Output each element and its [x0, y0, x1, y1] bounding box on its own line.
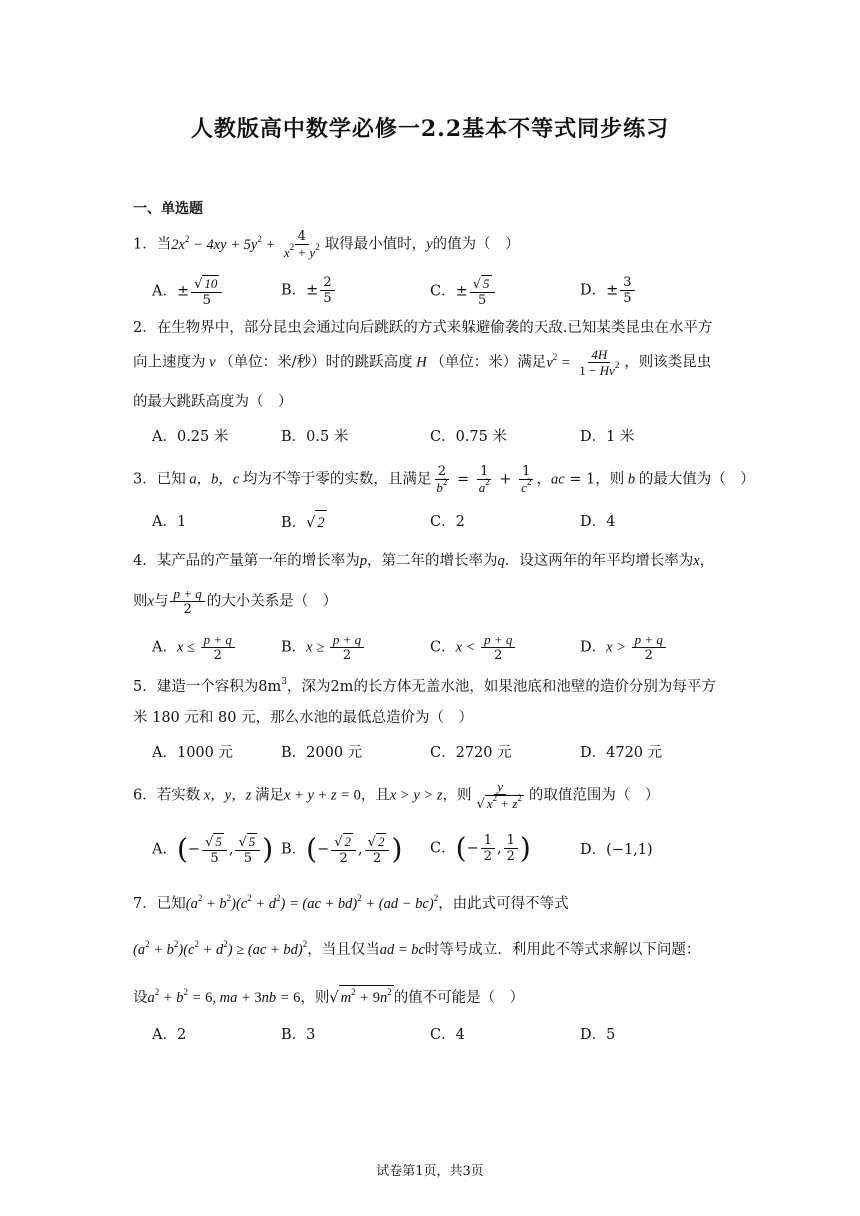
q4-option-d[interactable]: D．x > $\frac{p + q}{2}$	[580, 632, 668, 663]
question-2-line-2: 向上速度为 v （单位：米/秒）时的跳跃高度 H （单位：米）满足$v^2$ = $\frac{4H}{1 - Hv^2}$ ，则该类昆虫	[133, 347, 712, 378]
question-2-line-1: 2．在生物界中，部分昆虫会通过向后跳跃的方式来躲避偷袭的天敌.已知某类昆虫在水平方	[133, 320, 713, 336]
q7-option-b[interactable]: B．3	[281, 1027, 316, 1043]
question-1: 1．当$2x^2 - 4xy + 5y^2$ + $\frac{4}{x^2 + y^2}$ 取得最小值时，y的值为（ ）	[133, 229, 520, 260]
question-4-line-2: 则x与 $\frac{p + q}{2}$ 的大小关系是（ ）	[133, 586, 338, 617]
q6-option-d[interactable]: D．(−1,1)	[580, 842, 653, 858]
question-5-line-1: 5．建造一个容积为$8m^3$，深为2m的长方体无盖水池，如果池底和池壁的造价分别为每平方	[133, 677, 716, 695]
section-heading: 一、单选题	[133, 201, 203, 217]
question-4-line-1: 4．某产品的产量第一年的增长率为p，第二年的增长率为q．设这两年的年平均增长率为x，	[133, 553, 715, 569]
question-7-line-1: 7．已知$(a^2 + b^2)(c^2 + d^2) = (ac + bd)^2 + (ad - bc)^2$，由此式可得不等式	[133, 893, 569, 912]
q3-option-a[interactable]: A．1	[152, 514, 187, 530]
q1-option-d[interactable]: D．± $\frac{3}{5}$	[580, 275, 637, 306]
q3-option-b[interactable]: B．√ 2	[281, 510, 327, 535]
q4-option-b[interactable]: B．x ≥ $\frac{p + q}{2}$	[281, 632, 366, 663]
page-footer: 试卷第1页，共3页	[376, 1164, 484, 1179]
q4-option-a[interactable]: A．x ≤ $\frac{p + q}{2}$	[152, 632, 237, 663]
q2-option-c[interactable]: C．0.75 米	[430, 429, 507, 445]
q5-option-b[interactable]: B．2000 元	[281, 745, 363, 761]
page-title: 人教版高中数学必修一2.2基本不等式同步练习	[190, 116, 670, 142]
q2-option-a[interactable]: A．0.25 米	[152, 429, 229, 445]
q1-option-c[interactable]: C．± $\frac{√ 5}{5}$	[430, 275, 497, 308]
q5-option-d[interactable]: D．4720 元	[580, 745, 663, 761]
q3-option-c[interactable]: C．2	[430, 514, 465, 530]
q7-option-c[interactable]: C．4	[430, 1027, 465, 1043]
question-3: 3．已知 a，b，c 均为不等于零的实数，且满足 $\frac{2}{b^2}$ = $\frac{1}{a^2}$ + $\frac{1}{c^2}$ ，ac = 1，则 b 的最大值为（ ）	[133, 464, 755, 495]
question-6: 6．若实数 x，y，z 满足x + y + z = 0，且x > y > z，则 $\frac{y}{√ x^2 + z^2}$ 的取值范围为（ ）	[133, 779, 660, 812]
q2-option-b[interactable]: B．0.5 米	[281, 429, 349, 445]
q6-option-b[interactable]: B．(− $\frac{√ 2}{2}$ , $\frac{√ 2}{2}$ )	[281, 832, 403, 866]
question-5-line-2: 米 180 元和 80 元，那么水池的最低总造价为（ ）	[133, 710, 474, 726]
q2-option-d[interactable]: D．1 米	[580, 429, 635, 445]
q3-option-d[interactable]: D．4	[580, 514, 616, 530]
q6-option-a[interactable]: A．(− $\frac{√ 5}{5}$ , $\frac{√ 5}{5}$ )	[152, 832, 274, 866]
q4-option-c[interactable]: C．x < $\frac{p + q}{2}$	[430, 632, 517, 663]
q1-option-a[interactable]: A．± $\frac{√ 10}{5}$	[152, 275, 224, 308]
q6-option-c[interactable]: C．(− $\frac{1}{2}$ , $\frac{1}{2}$ )	[430, 831, 531, 865]
q5-option-a[interactable]: A．1000 元	[152, 745, 233, 761]
question-7-line-3: 设$a^2 + b^2 = 6$, ma + 3nb = 6，则√ $m^2 + 9n^2$ 的值不可能是（ ）	[133, 985, 524, 1010]
q7-option-d[interactable]: D．5	[580, 1027, 616, 1043]
question-2-line-3: 的最大跳跃高度为（ ）	[133, 394, 293, 410]
q5-option-c[interactable]: C．2720 元	[430, 745, 512, 761]
q1-option-b[interactable]: B．± $\frac{2}{5}$	[281, 275, 337, 306]
q7-option-a[interactable]: A．2	[152, 1027, 187, 1043]
question-7-line-2: $(a^2 + b^2)(c^2 + d^2) \ge (ac + bd)^2$，当且仅当ad = bc时等号成立．利用此不等式求解以下问题：	[133, 939, 701, 958]
